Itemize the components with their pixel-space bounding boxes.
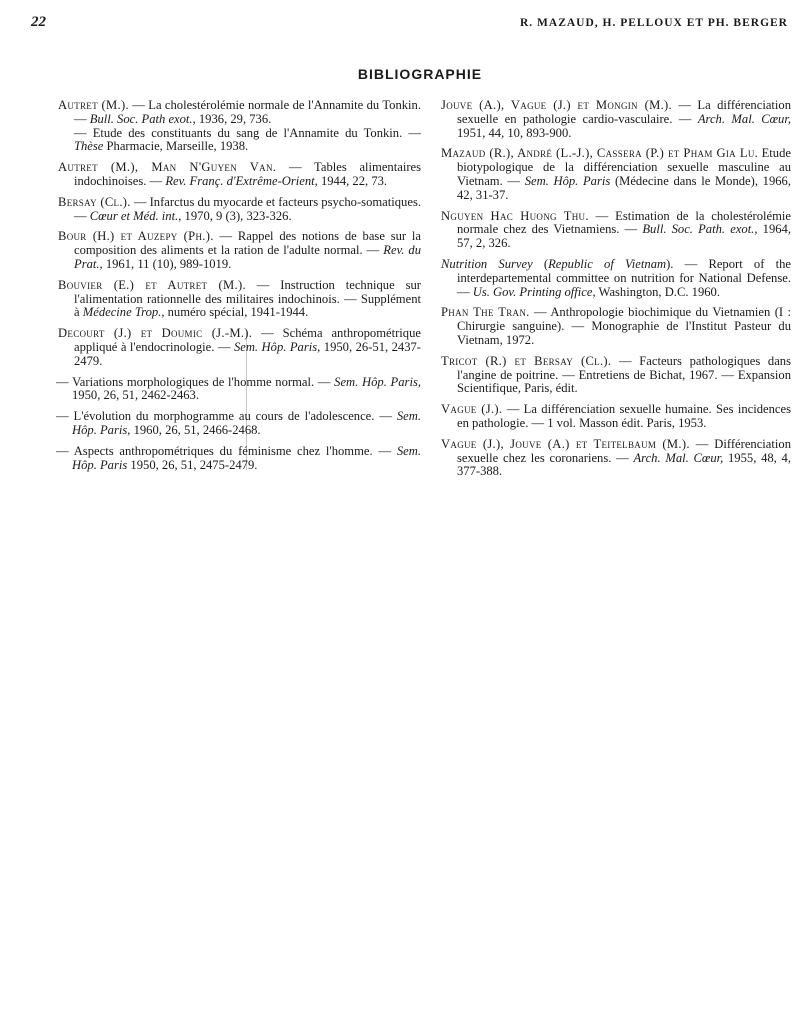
entry-authors: Bouvier (E.) et Autret (M.). [58, 277, 246, 292]
entry-journal: Cœur et Méd. int., [89, 208, 182, 223]
entry-ref: 1936, 29, 736. [195, 111, 272, 126]
entry-title: Nutrition Survey [441, 256, 533, 271]
entry-text: — Etude des constituants du sang de l'Annamite du Tonkin. — [74, 125, 421, 140]
entry-ref: numéro spécial, 1941-1944. [164, 305, 309, 320]
entry-journal: Arch. Mal. Cœur, [697, 111, 791, 126]
entry-authors: Bersay (Cl.). [58, 194, 131, 209]
entry-text: ). — Report of the interdepartemental committee on nutrition for National Defense. — [457, 256, 792, 299]
entry-journal: Sem. Hôp. Paris, [233, 339, 321, 354]
bibliography-left-column [58, 99, 421, 479]
entry-text: Etude biotypologique de la différenciation sexuelle masculine au Vietnam. — [457, 146, 791, 188]
entry-journal: Sem. Hôp. Paris [72, 443, 421, 472]
entry-authors: Jouve (A.), Vague (J.) et Mongin (M.). [441, 98, 672, 112]
entry-journal: Arch. Mal. Cœur, [633, 450, 724, 465]
entry-ref: 1964, 57, 2, 326. [457, 222, 791, 251]
bib-entry [56, 410, 421, 438]
entry-text: — La différenciation sexuelle humaine. Ses incidences en pathologie. — 1 vol. Masson édit. Paris, 1953. [457, 402, 792, 430]
entry-text: — La cholestérolémie normale de l'Annamite du Tonkin. — [74, 98, 421, 126]
section-title: BIBLIOGRAPHIE [357, 66, 483, 82]
entry-authors: Vague (J.), Jouve (A.) et Teitelbaum (M.). [441, 436, 690, 451]
entry-journal: Sem. Hôp. Paris, [72, 409, 421, 437]
entry-text: — Anthropologie biochimique du Vietnamien (I : Chirurgie sanguine). — Monographie de l'Institut Pasteur du Vietnam, 1972. [457, 305, 792, 347]
entry-ref: (Médecine dans le Monde), 1966, 42, 31-37. [457, 173, 791, 202]
entry-text: — Schéma anthropométrique appliqué à l'endocrinologie. — [74, 326, 421, 354]
entry-authors: Vague (J.). [441, 402, 503, 417]
entry-ref: 1955, 48, 4, 377-388. [457, 450, 791, 479]
entry-journal: Sem. Hôp. Paris [524, 173, 611, 188]
entry-ref: 1950, 26, 51, 2462-2463. [72, 388, 199, 403]
entry-journal: Rev. du Prat., [74, 243, 421, 271]
entry-authors: Phan The Tran. [441, 305, 530, 320]
bib-entry [58, 161, 421, 189]
entry-journal: Rev. Franç. d'Extrême-Orient, [165, 173, 318, 188]
entry-ref: 1944, 22, 73. [317, 173, 388, 188]
entry-ref: 1960, 26, 51, 2466-2468. [130, 422, 261, 437]
entry-ref: 1970, 9 (3), 323-326. [181, 208, 292, 223]
entry-text: — Différenciation sexuelle chez les coronariens. — [457, 436, 791, 465]
running-head: R. MAZAUD, H. PELLOUX ET PH. BERGER [519, 17, 788, 29]
entry-journal: Bull. Soc. Path. exot., [642, 222, 758, 237]
bib-entry [58, 279, 421, 320]
bib-entry [441, 438, 791, 479]
bibliography-right-column [441, 99, 791, 486]
entry-authors: Nguyen Hac Huong Thu. [441, 208, 589, 223]
entry-authors: Mazaud (R.), André (L.-J.), Cassera (P.) et Pham Gia Lu. [441, 146, 759, 161]
bib-entry [56, 445, 421, 473]
page-number: 22 [31, 14, 46, 30]
entry-authors: Bour (H.) et Auzepy (Ph.). [58, 229, 214, 244]
entry-text: — Infarctus du myocarde et facteurs psycho-somatiques. — [74, 194, 421, 223]
bib-entry [58, 99, 421, 154]
entry-authors: Autret (M.). [58, 98, 129, 112]
entry-ref: 1950, 26, 51, 2475-2479. [127, 457, 258, 472]
entry-text: — Instruction technique sur l'alimentation rationnelle des militaires indochinois. — Supplément à [74, 277, 421, 320]
entry-ref: 1951, 44, 10, 893-900. [457, 125, 572, 140]
bib-entry [441, 210, 791, 251]
entry-journal: Bull. Soc. Path exot., [89, 111, 196, 126]
entry-text: — Variations morphologiques de l'homme normal. — [56, 374, 335, 389]
entry-journal: Thèse [74, 139, 104, 154]
entry-ref: Washington, D.C. 1960. [595, 284, 720, 299]
bib-entry [441, 403, 791, 431]
bib-entry [441, 258, 791, 299]
bib-entry [58, 327, 421, 368]
entry-text: — Rappel des notions de base sur la composition des aliments et la ration de l'adulte normal. — [74, 229, 421, 258]
entry-text: — Tables alimentaires indochinoises. — [74, 160, 421, 188]
entry-text: — Estimation de la cholestérolémie normale chez des Vietnamiens. — [457, 208, 791, 237]
entry-authors: Tricot (R.) et Bersay (Cl.). [441, 353, 612, 368]
bib-entry [441, 306, 791, 347]
entry-journal: Sem. Hôp. Paris, [334, 374, 421, 389]
entry-text: — Facteurs pathologiques dans l'angine de poitrine. — Entretiens de Bichat, 1967. — Expansion Scientifique, Paris, édit. [457, 353, 791, 396]
entry-ref: 1950, 26-51, 2437-2479. [74, 339, 421, 368]
bib-entry [441, 147, 791, 202]
bib-entry [441, 99, 791, 140]
entry-journal: Us. Gov. Printing office, [472, 284, 596, 299]
entry-journal: Médecine Trop., [82, 305, 165, 320]
entry-authors: Decourt (J.) et Doumic (J.-M.). [58, 326, 253, 341]
bib-entry [441, 355, 791, 396]
bib-entry [58, 196, 421, 224]
entry-authors: Autret (M.), Man N'Guyen Van. [58, 160, 277, 175]
bib-entry [58, 230, 421, 271]
entry-ref: Pharmacie, Marseille, 1938. [103, 139, 249, 154]
entry-text: — La différenciation sexuelle en pathologie cardio-vasculaire. — [457, 98, 791, 126]
entry-title: Republic of Vietnam [548, 256, 667, 271]
entry-ref: 1961, 11 (10), 989-1019. [102, 256, 232, 271]
entry-text: — Aspects anthropométriques du féminisme chez l'homme. — [56, 443, 397, 458]
bib-entry [56, 376, 421, 404]
entry-text: — L'évolution du morphogramme au cours de l'adolescence. — [56, 409, 397, 424]
entry-text: ( [532, 256, 549, 271]
